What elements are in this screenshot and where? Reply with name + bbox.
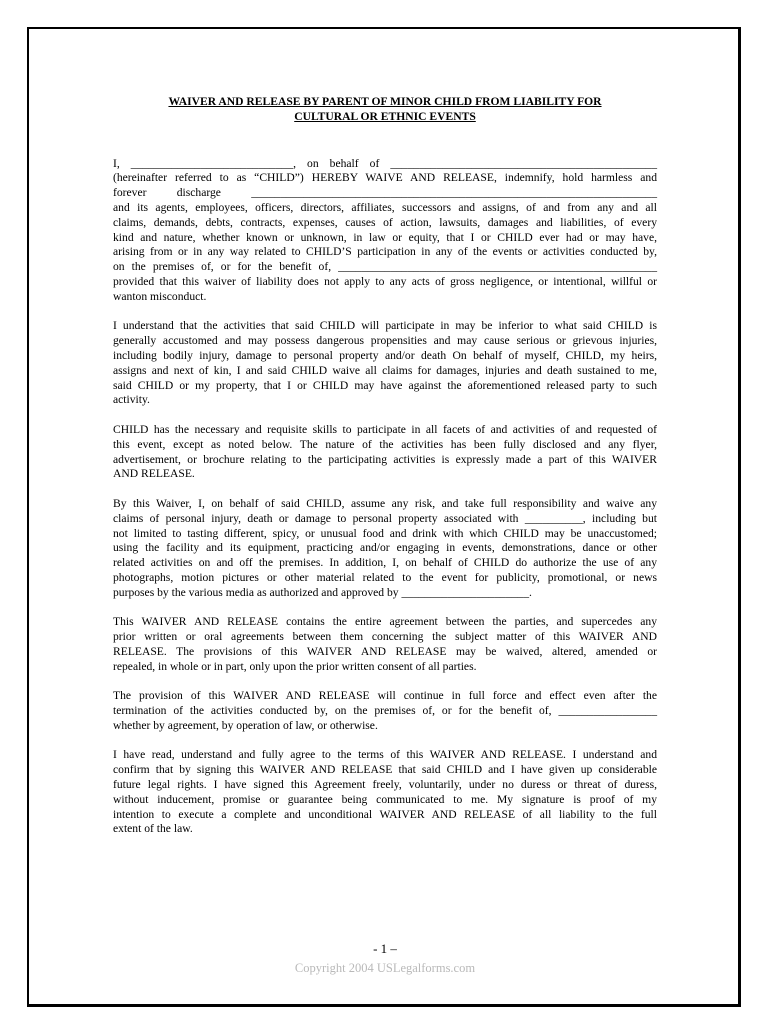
title-line-1: WAIVER AND RELEASE BY PARENT OF MINOR CHILD FROM LIABILITY FOR — [168, 95, 602, 108]
paragraphs — [113, 157, 657, 838]
paragraph — [113, 423, 657, 482]
paragraph-line: using the facility and its equipment, practicing and/or engaging in events, demonstrations, dance or other — [113, 541, 657, 555]
document-body — [113, 95, 657, 852]
paragraph — [113, 497, 657, 601]
paragraph-line: related activities on and off the premises. In addition, I, on behalf of CHILD do authorize the use of any — [113, 556, 657, 570]
paragraph-line: generally accustomed and may possess dangerous propensities and may cause serious or grievous injuries, — [113, 334, 657, 348]
paragraph-line: extent of the law. — [113, 822, 193, 836]
paragraph-line: including bodily injury, damage to personal property and/or death On behalf of myself, CHILD, my heirs, — [113, 348, 657, 362]
paragraph-line: arising from or in any way related to CHILD’S participation in any of the events or activities conducted by, — [113, 245, 657, 259]
paragraph-line: By this Waiver, I, on behalf of said CHILD, assume any risk, and take full responsibility and waive any — [113, 496, 657, 510]
paragraph-line: confirm that by signing this WAIVER AND RELEASE that said CHILD and I have given up considerable — [113, 763, 657, 777]
paragraph-line: CHILD has the necessary and requisite skills to participate in all facets of and activities of and requested of — [113, 422, 657, 436]
paragraph-line: prior written or oral agreements between them concerning the subject matter of this WAIVER AND — [113, 630, 657, 644]
paragraph-line: provided that this waiver of liability does not apply to any acts of gross negligence, or intentional, willful or — [113, 274, 657, 288]
paragraph-line: activity. — [113, 393, 150, 407]
paragraph-line: intention to execute a complete and unconditional WAIVER AND RELEASE of all liability to the full — [113, 807, 657, 821]
copyright-watermark: Copyright 2004 USLegalforms.com — [294, 961, 476, 975]
paragraph-line: (hereinafter referred to as “CHILD”) HEREBY WAIVE AND RELEASE, indemnify, hold harmless and — [113, 171, 657, 185]
paragraph-line: not limited to tasting different, spicy, or unusual food and drink with which CHILD may be unaccustomed; — [113, 526, 657, 540]
paragraph-line: I understand that the activities that said CHILD will participate in may be inferior to what said CHILD is — [113, 319, 657, 333]
paragraph-line: repealed, in whole or in part, only upon the prior written consent of all parties. — [113, 659, 477, 673]
page-number: - 1 – — [373, 941, 397, 956]
paragraph-line: claims of personal injury, death or damage to personal property associated with __________, including but — [113, 511, 657, 525]
paragraph-line: future legal rights. I have signed this Agreement freely, voluntarily, under no duress or threat of duress, — [113, 778, 657, 792]
paragraph-line: without inducement, promise or guarantee being communicated to me. My signature is proof of my — [113, 792, 657, 806]
paragraph — [113, 157, 657, 305]
paragraph-line: The provision of this WAIVER AND RELEASE will continue in full force and effect even after the — [113, 689, 657, 703]
paragraph-line: claims, demands, debts, contracts, expenses, causes of action, lawsuits, damages and liabilities, of every — [113, 215, 657, 229]
paragraph — [113, 319, 657, 408]
paragraph-line: termination of the activities conducted by, on the premises of, or for the benefit of, _________________ — [113, 704, 657, 718]
paragraph-line: said CHILD or my property, that I or CHILD may have against the aforementioned released party to such — [113, 378, 657, 392]
paragraph-line: advertisement, or brochure relating to the participating activities is expressly made a part of this WAIVER — [113, 452, 657, 466]
paragraph-line: and its agents, employees, officers, directors, affiliates, successors and assigns, of and from any and all — [113, 200, 657, 214]
paragraph-line: photographs, motion pictures or other material related to the event for publicity, promotional, or news — [113, 570, 657, 584]
paragraph-line: wanton misconduct. — [113, 289, 207, 303]
paragraph-line: purposes by the various media as authorized and approved by ______________________. — [113, 585, 532, 599]
paragraph-line: I have read, understand and fully agree to the terms of this WAIVER AND RELEASE. I understand and — [113, 748, 657, 762]
paragraph-line: whether by agreement, by operation of law, or otherwise. — [113, 718, 378, 732]
paragraph-line: forever discharge ______________________________________________________________________ — [113, 186, 657, 200]
paragraph-line: on the premises of, or for the benefit of, _______________________________________________________ — [113, 260, 657, 274]
title-line-2: CULTURAL OR ETHNIC EVENTS — [294, 109, 476, 123]
paragraph-line: kind and nature, whether known or unknown, in law or equity, that I or CHILD ever had or may have, — [113, 230, 657, 244]
paragraph — [113, 748, 657, 837]
paragraph — [113, 689, 657, 733]
paragraph-line: RELEASE. The provisions of this WAIVER AND RELEASE may be waived, altered, amended or — [113, 644, 657, 658]
paragraph — [113, 615, 657, 674]
paragraph-line: AND RELEASE. — [113, 467, 195, 481]
paragraph-line: This WAIVER AND RELEASE contains the entire agreement between the parties, and supercedes any — [113, 615, 657, 629]
paragraph-line: this event, except as noted below. The nature of the activities has been fully disclosed and any flyer, — [113, 437, 657, 451]
paragraph-line: I, ____________________________, on behalf of ______________________________________________ — [113, 156, 657, 170]
paragraph-line: assigns and next of kin, I and said CHILD waive all claims for damages, injuries and death sustained to me, — [113, 363, 657, 377]
document-title — [113, 95, 657, 125]
